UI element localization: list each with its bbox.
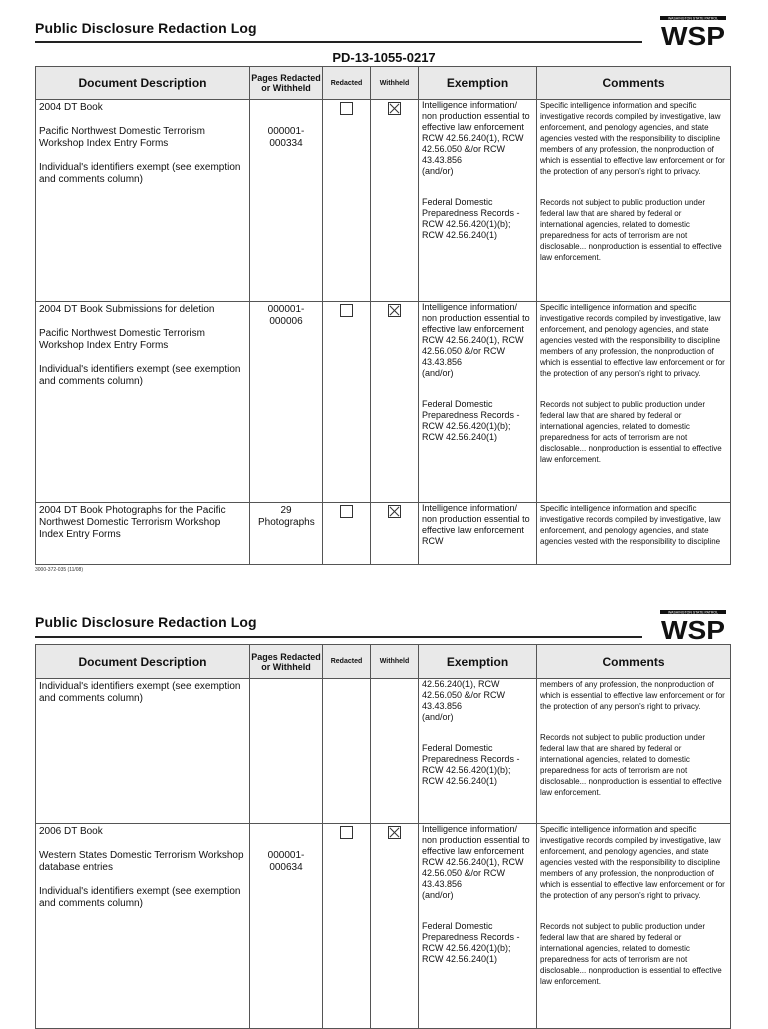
redacted-checkbox[interactable] [340,826,353,839]
row-note: Individual's identifiers exempt (see exemption and comments column) [39,162,241,185]
title-rule [35,636,642,638]
row-title: 2006 DT Book [39,826,103,837]
logo-subtext: WASHINGTON STATE PATROL [667,610,719,615]
exemption-andor: (and/or) [422,166,454,176]
exemption-intel-part: 42.56.240(1), RCW 42.56.050 &/or RCW 43.43.856 [422,679,506,711]
exemption-federal: Federal Domestic Preparedness Records - RCW 42.56.420(1)(b); RCW 42.56.240(1) [422,197,520,240]
wsp-logo [658,14,728,48]
withheld-checkbox[interactable] [388,102,401,115]
withheld-checkbox[interactable] [388,304,401,317]
exemption-andor: (and/or) [422,712,454,722]
col-redacted: Redacted [323,67,371,100]
row-title: 2004 DT Book Submissions for deletion [39,304,215,315]
page-title: Public Disclosure Redaction Log [35,20,257,36]
exemption-andor: (and/or) [422,890,454,900]
col-redacted: Redacted [323,645,371,679]
redacted-checkbox[interactable] [340,102,353,115]
row-note: Individual's identifiers exempt (see exemption and comments column) [39,681,241,704]
table-row [36,100,731,302]
comment-federal: Records not subject to public production under federal law that are shared by federal or international agencies, related to domestic preparedness for acts of terrorism are not disclosable... nonproduction is essential to effective law enforcement. [540,733,722,797]
row-note: Individual's identifiers exempt (see exemption and comments column) [39,886,241,909]
table-row [36,302,731,503]
exemption-intel: Intelligence information/ non production essential to effective law enforcement RCW 42.56.240(1), RCW 42.56.050 &/or RCW 43.43.856 [422,302,530,367]
col-description: Document Description [36,645,250,679]
redacted-checkbox[interactable] [340,505,353,518]
log-page-2 [0,594,768,1024]
exemption-federal: Federal Domestic Preparedness Records - RCW 42.56.420(1)(b); RCW 42.56.240(1) [422,743,520,786]
col-exemption: Exemption [419,645,537,679]
wsp-logo [658,608,728,642]
col-exemption: Exemption [419,67,537,100]
logo-subtext: WASHINGTON STATE PATROL [667,16,719,21]
redacted-checkbox[interactable] [340,304,353,317]
comment-intel-part: Specific intelligence information and specific investigative records compiled by investigative, law enforcement, and penology agencies, and state agencies vested with the responsibility to discipline [540,504,721,546]
logo-text: WSP [661,615,725,642]
redaction-log-table [35,644,731,1029]
withheld-checkbox[interactable] [388,826,401,839]
row-subtitle: Pacific Northwest Domestic Terrorism Workshop Index Entry Forms [39,328,205,351]
table-row [36,824,731,1029]
col-pages: Pages Redacted or Withheld [250,67,323,100]
comment-federal: Records not subject to public production under federal law that are shared by federal or international agencies, related to domestic preparedness for acts of terrorism are not disclosable... nonproduction is essential to effective law enforcement. [540,198,722,262]
comment-intel: Specific intelligence information and specific investigative records compiled by investigative, law enforcement, and penology agencies, and state agencies vested with the responsibility to discipline members of any profession, the nonproduction of which is essential to effective law enforcement or for the protection of any person's right to privacy. [540,101,725,176]
table-row-continued [36,679,731,824]
comment-federal: Records not subject to public production under federal law that are shared by federal or international agencies, related to domestic preparedness for acts of terrorism are not disclosable... nonproduction is essential to effective law enforcement. [540,922,722,986]
exemption-intel-part: Intelligence information/ non production essential to effective law enforcement RCW [422,503,530,546]
col-pages: Pages Redacted or Withheld [250,645,323,679]
row-note: Individual's identifiers exempt (see exemption and comments column) [39,364,241,387]
redaction-log-table [35,66,731,565]
col-comments: Comments [537,67,731,100]
row-subtitle: Pacific Northwest Domestic Terrorism Workshop Index Entry Forms [39,126,205,149]
pd-number: PD-13-1055-0217 [332,50,436,65]
exemption-intel: Intelligence information/ non production essential to effective law enforcement RCW 42.56.240(1), RCW 42.56.050 &/or RCW 43.43.856 [422,100,530,165]
row-pages: 000001- 000334 [267,126,305,149]
col-comments: Comments [537,645,731,679]
table-row [36,503,731,565]
exemption-federal: Federal Domestic Preparedness Records - RCW 42.56.420(1)(b); RCW 42.56.240(1) [422,921,520,964]
row-pages: 000001- 000006 [267,304,305,327]
page-title: Public Disclosure Redaction Log [35,614,257,630]
col-withheld: Withheld [371,67,419,100]
row-pages: 000001- 000634 [267,850,305,873]
exemption-andor: (and/or) [422,368,454,378]
row-title: 2004 DT Book Photographs for the Pacific Northwest Domestic Terrorism Workshop Index Entry Forms [39,505,226,540]
col-description: Document Description [36,67,250,100]
form-number: 3000-372-035 (11/08) [35,567,83,573]
comment-federal: Records not subject to public production under federal law that are shared by federal or international agencies, related to domestic preparedness for acts of terrorism are not disclosable... nonproduction is essential to effective law enforcement. [540,400,722,464]
comment-intel: Specific intelligence information and specific investigative records compiled by investigative, law enforcement, and penology agencies, and state agencies vested with the responsibility to discipline members of any profession, the nonproduction of which is essential to effective law enforcement or for the protection of any person's right to privacy. [540,303,725,378]
table-header-row [36,645,731,679]
col-withheld: Withheld [371,645,419,679]
withheld-checkbox[interactable] [388,505,401,518]
row-pages: 29 Photographs [258,505,315,528]
title-rule [35,41,642,43]
exemption-intel: Intelligence information/ non production essential to effective law enforcement RCW 42.56.240(1), RCW 42.56.050 &/or RCW 43.43.856 [422,824,530,889]
exemption-federal: Federal Domestic Preparedness Records - RCW 42.56.420(1)(b); RCW 42.56.240(1) [422,399,520,442]
row-title: 2004 DT Book [39,102,103,113]
logo-text: WSP [661,21,725,48]
comment-intel: Specific intelligence information and specific investigative records compiled by investigative, law enforcement, and penology agencies, and state agencies vested with the responsibility to discipline members of any profession, the nonproduction of which is essential to effective law enforcement or for the protection of any person's right to privacy. [540,825,725,900]
comment-intel-part: members of any profession, the nonproduction of which is essential to effective law enforcement or for the protection of any person's right to privacy. [540,680,725,711]
row-subtitle: Western States Domestic Terrorism Workshop database entries [39,850,244,873]
table-header-row [36,67,731,100]
